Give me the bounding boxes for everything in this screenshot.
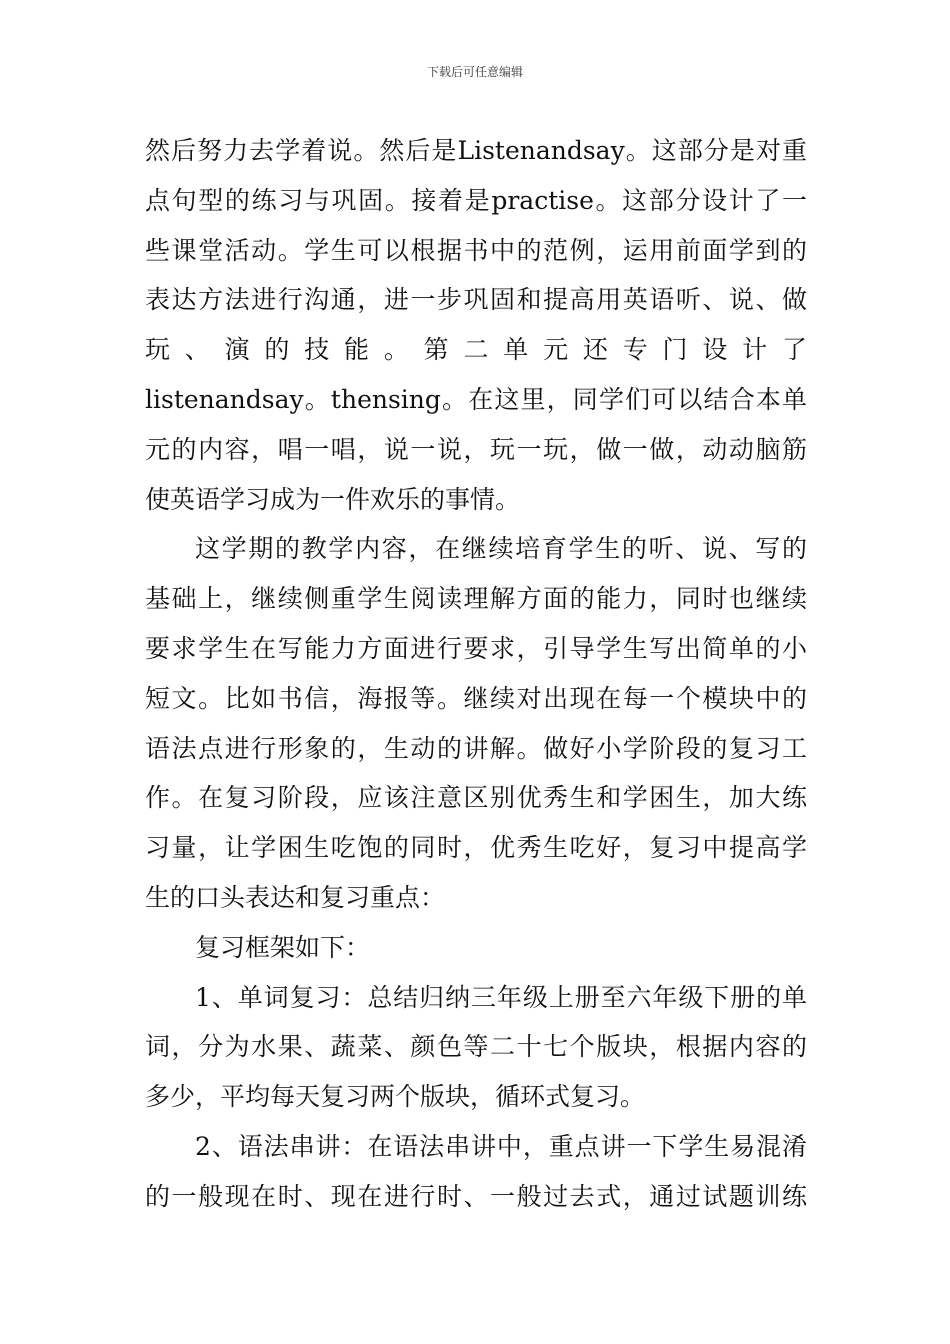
document-body bbox=[145, 126, 807, 1222]
text-line: 这学期的教学内容，在继续培育学生的听、说、写的 bbox=[195, 534, 807, 564]
text-line: 基础上，继续侧重学生阅读理解方面的能力，同时也继续 bbox=[145, 584, 807, 614]
header-text: 下载后可任意编辑 bbox=[426, 65, 523, 79]
paragraph-grammar-review bbox=[145, 1122, 807, 1222]
text-line: 生的口头表达和复习重点： bbox=[145, 882, 446, 912]
paragraph-teaching-content bbox=[145, 524, 807, 922]
paragraph-vocabulary-review bbox=[145, 973, 807, 1122]
text-line: 的一般现在时、现在进行时、一般过去式，通过试题训练 bbox=[145, 1181, 807, 1211]
text-line: 2、语法串讲：在语法串讲中，重点讲一下学生易混淆 bbox=[195, 1131, 807, 1161]
page-header bbox=[0, 64, 950, 80]
text-line: 然后努力去学着说。然后是Listenandsay。这部分是对重 bbox=[145, 136, 807, 165]
text-line: 使英语学习成为一件欢乐的事情。 bbox=[145, 484, 521, 514]
text-line: 些课堂活动。学生可以根据书中的范例，运用前面学到的 bbox=[145, 235, 807, 265]
text-line: 短文。比如书信，海报等。继续对出现在每一个模块中的 bbox=[145, 683, 807, 713]
text-line: 复习框架如下： bbox=[195, 932, 371, 962]
text-line: 作。在复习阶段，应该注意区别优秀生和学困生，加大练 bbox=[145, 783, 807, 813]
text-line: 要求学生在写能力方面进行要求，引导学生写出简单的小 bbox=[145, 633, 807, 663]
text-line: 表达方法进行沟通，进一步巩固和提高用英语听、说、做 bbox=[145, 285, 807, 315]
paragraph-unit-overview bbox=[145, 126, 807, 524]
text-line: 习量，让学困生吃饱的同时，优秀生吃好，复习中提高学 bbox=[145, 833, 807, 863]
text-line: 1、单词复习：总结归纳三年级上册至六年级下册的单 bbox=[195, 982, 807, 1012]
text-line: 词，分为水果、蔬菜、颜色等二十七个版块，根据内容的 bbox=[145, 1032, 807, 1062]
text-line: 语法点进行形象的，生动的讲解。做好小学阶段的复习工 bbox=[145, 733, 807, 763]
text-line: 多少，平均每天复习两个版块，循环式复习。 bbox=[145, 1082, 646, 1112]
text-line: 点句型的练习与巩固。接着是practise。这部分设计了一 bbox=[145, 185, 807, 215]
text-line: 玩 、 演 的 技 能 。 第 二 单 元 还 专 门 设 计 了 bbox=[145, 335, 807, 365]
paragraph-review-framework bbox=[145, 923, 807, 973]
text-line: 元的内容，唱一唱，说一说，玩一玩，做一做，动动脑筋 bbox=[145, 434, 807, 464]
text-line: listenandsay。thensing。在这里，同学们可以结合本单 bbox=[145, 384, 807, 414]
